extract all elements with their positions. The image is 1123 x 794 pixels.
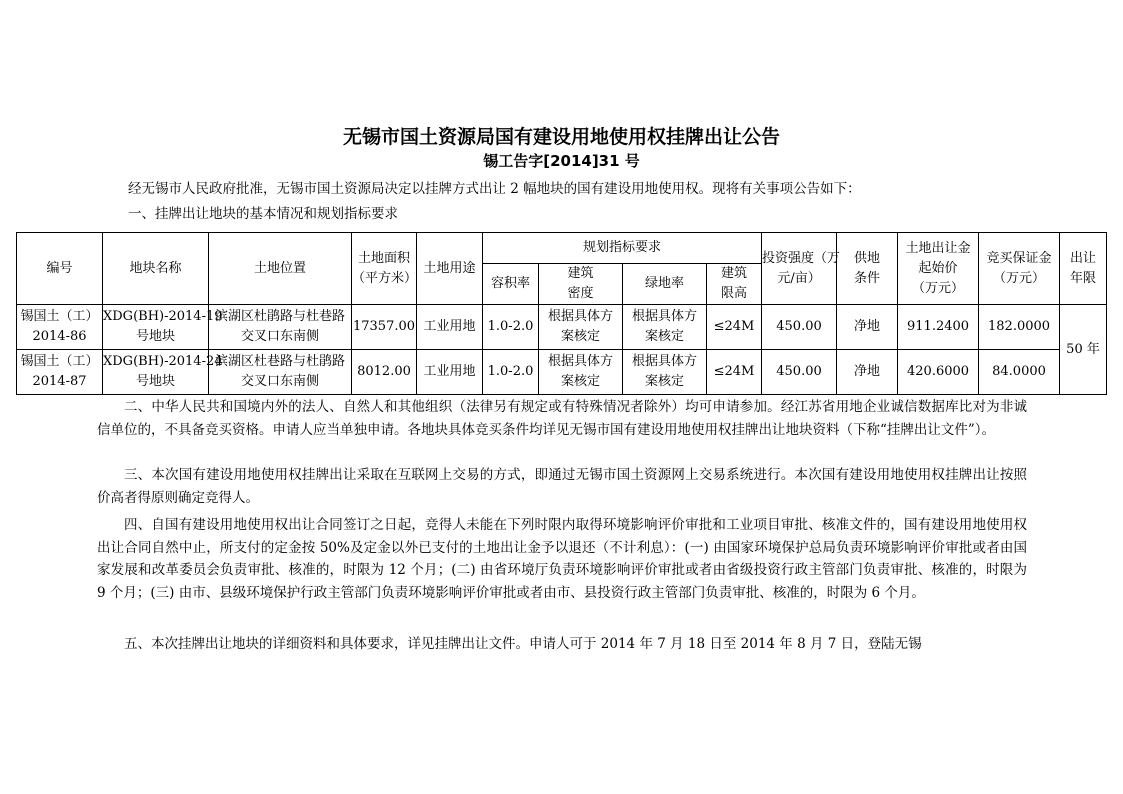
header-planning: 规划指标要求 xyxy=(483,233,762,264)
section-1-heading: 一、挂牌出让地块的基本情况和规划指标要求 xyxy=(128,206,398,222)
cell-term: 50 年 xyxy=(1060,305,1107,395)
paragraph-2: 二、中华人民共和国境内外的法人、自然人和其他组织（法律另有规定或有特殊情况者除外）均可申请参加。经江苏省用地企业诚信数据库比对为非诚信单位的，不具备竞买资格。申请人应当单独申请。各地块具体竞买条件均详见无锡市国有建设用地使用权挂牌出让地块资料（下称“挂牌出让文件”）。 xyxy=(97,399,1027,438)
cell-supply: 净地 xyxy=(837,350,898,395)
cell-area: 8012.00 xyxy=(352,350,417,395)
page-title: 无锡市国土资源局国有建设用地使用权挂牌出让公告 xyxy=(342,126,780,148)
cell-id: 锡国土（工） 2014-86 xyxy=(17,305,103,350)
paragraph-3: 三、本次国有建设用地使用权挂牌出让采取在互联网上交易的方式，即通过无锡市国土资源网上交易系统进行。本次国有建设用地使用权挂牌出让按照价高者得原则确定竞得人。 xyxy=(97,467,1027,506)
header-height-limit: 建筑 限高 xyxy=(707,264,762,305)
header-location: 土地位置 xyxy=(209,233,352,305)
cell-deposit: 182.0000 xyxy=(979,305,1060,350)
header-far: 容积率 xyxy=(483,264,539,305)
paragraph-5: 五、本次挂牌出让地块的详细资料和具体要求，详见挂牌出让文件。申请人可于 2014 年 7 月 18 日至 2014 年 8 月 7 日，登陆无锡 xyxy=(124,636,922,652)
cell-use: 工业用地 xyxy=(417,305,483,350)
cell-investment: 450.00 xyxy=(762,305,837,350)
cell-investment: 450.00 xyxy=(762,350,837,395)
cell-use: 工业用地 xyxy=(417,350,483,395)
cell-height-limit: ≤24M xyxy=(707,350,762,395)
document-number: 锡工告字[2014]31 号 xyxy=(483,152,640,170)
header-green-rate: 绿地率 xyxy=(623,264,707,305)
cell-area: 17357.00 xyxy=(352,305,417,350)
header-start-price: 土地出让金 起始价 （万元） xyxy=(898,233,979,305)
cell-height-limit: ≤24M xyxy=(707,305,762,350)
table-header-row xyxy=(17,233,1107,264)
cell-green-rate: 根据具体方 案核定 xyxy=(623,305,707,350)
cell-id: 锡国土（工） 2014-87 xyxy=(17,350,103,395)
cell-start-price: 420.6000 xyxy=(898,350,979,395)
cell-name: XDG(BH)-2014-24 号地块 xyxy=(103,350,209,395)
header-supply: 供地 条件 xyxy=(837,233,898,305)
header-investment: 投资强度（万 元/亩） xyxy=(762,233,837,305)
header-id: 编号 xyxy=(17,233,103,305)
cell-location: 滨湖区杜巷路与杜鹃路 交叉口东南侧 xyxy=(209,350,352,395)
header-deposit: 竞买保证金 （万元） xyxy=(979,233,1060,305)
header-term: 出让 年限 xyxy=(1060,233,1107,305)
header-name: 地块名称 xyxy=(103,233,209,305)
cell-location: 滨湖区杜鹃路与杜巷路 交叉口东南侧 xyxy=(209,305,352,350)
cell-start-price: 911.2400 xyxy=(898,305,979,350)
header-density: 建筑 密度 xyxy=(539,264,623,305)
header-use: 土地用途 xyxy=(417,233,483,305)
cell-green-rate: 根据具体方 案核定 xyxy=(623,350,707,395)
cell-far: 1.0-2.0 xyxy=(483,350,539,395)
cell-deposit: 84.0000 xyxy=(979,350,1060,395)
table-row xyxy=(17,305,1107,350)
cell-far: 1.0-2.0 xyxy=(483,305,539,350)
land-parcel-table xyxy=(16,232,1107,395)
intro-text: 经无锡市人民政府批准，无锡市国土资源局决定以挂牌方式出让 2 幅地块的国有建设用地使用权。现将有关事项公告如下： xyxy=(128,181,861,197)
paragraph-4: 四、自国有建设用地使用权出让合同签订之日起，竞得人未能在下列时限内取得环境影响评价审批和工业项目审批、核准文件的，国有建设用地使用权出让合同自然中止，所支付的定金按 50%及定金以外已支付的土地出让金予以退还（不计利息）：(一) 由国家环境保护总局负责环境影响评价审批或者由国家发展和改革委员会负责审批、核准的，时限为 12 个月；(二) 由省环境厅负责环境影响评价审批或者由省级投资行政主管部门负责审批、核准的，时限为 9 个月；(三) 由市、县级环境保护行政主管部门负责环境影响评价审批或者由市、县投资行政主管部门负责审批、核准的，时限为 6 个月。 xyxy=(97,517,1027,601)
cell-name: XDG(BH)-2014-19 号地块 xyxy=(103,305,209,350)
cell-density: 根据具体方 案核定 xyxy=(539,350,623,395)
cell-density: 根据具体方 案核定 xyxy=(539,305,623,350)
header-area: 土地面积 （平方米） xyxy=(352,233,417,305)
table-row xyxy=(17,350,1107,395)
cell-supply: 净地 xyxy=(837,305,898,350)
